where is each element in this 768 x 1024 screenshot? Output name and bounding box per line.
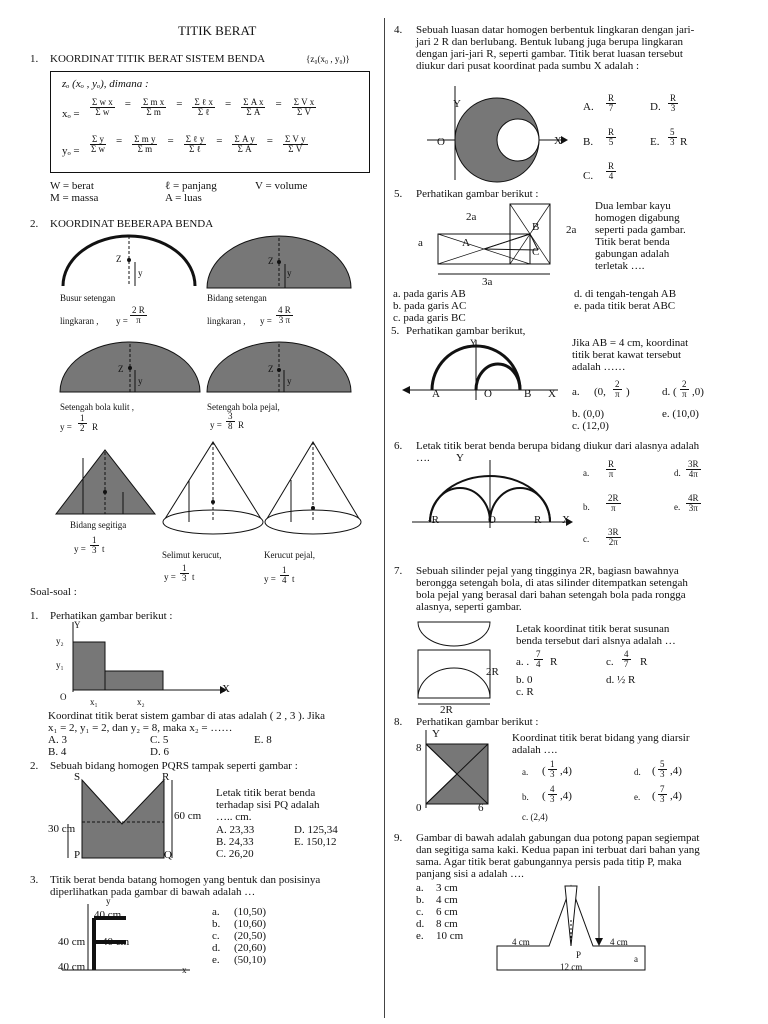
q8-label-8: 8 (416, 742, 422, 754)
fx-term: $\frac{\text{Σ V x}}{\text{Σ V}}$ (293, 97, 315, 118)
q2-opt-c[interactable]: C. 26,20 (216, 848, 254, 860)
fx-term: $\frac{\text{Σ ℓ x}}{\text{Σ ℓ}}$ (194, 97, 213, 118)
q8-opt-e-frac: $\frac{7}{3}$ (660, 784, 665, 805)
cone-surface-formula-y: y = (164, 572, 176, 582)
q2-label-30cm: 30 cm (48, 823, 76, 835)
q2-opt-a[interactable]: A. 23,33 (216, 824, 255, 836)
q7-opt-c-label[interactable]: c. (606, 656, 614, 668)
q2-text: Sebuah bidang homogen PQRS tampak seperti gambar : (50, 760, 298, 772)
q9-text-3: sama. Agar titik berat gabungannya persis pada titip P, maka (416, 856, 682, 868)
q2-label-q: Q (164, 849, 172, 861)
section-1-heading: KOORDINAT TITIK BERAT SISTEM BENDA (50, 53, 266, 65)
q2-opt-b[interactable]: B. 24,33 (216, 836, 254, 848)
q6-opt-d-label[interactable]: d. (674, 468, 681, 478)
q6-axis-x: X (562, 514, 570, 526)
cone-surface-formula: $\frac{1}{3}$ (182, 563, 187, 584)
q6-opt-c[interactable]: $\frac{3R}{2\pi}$ (608, 527, 619, 548)
q4-text-3: dengan jari-jari R, seperti gambar. Titik berat luasan tersebut (416, 48, 683, 60)
q1-origin: O (60, 692, 67, 702)
q8-figure (410, 728, 500, 810)
q3-opt-c-label[interactable]: c. (212, 930, 220, 942)
q3-label-40-bottom: 40 cm (58, 961, 86, 973)
q9-opt-e[interactable]: 10 cm (436, 930, 464, 942)
q5b-opt-d-close: ,0) (692, 386, 704, 398)
q9-opt-c[interactable]: 6 cm (436, 906, 458, 918)
q1-axis-y: Y (74, 620, 81, 630)
q5-text: Perhatikan gambar berikut : (416, 188, 539, 200)
q8-origin: 0 (416, 802, 422, 814)
q7-opt-c-frac[interactable]: $\frac{4}{7}$ (624, 649, 629, 670)
q6-label-minus-r: -R (428, 514, 439, 526)
q5b-opt-d-frac: $\frac{2}{\pi}$ (681, 379, 687, 400)
q3-opt-d-label[interactable]: d. (212, 942, 221, 954)
q7-text-4: alasnya, seperti gambar. (416, 601, 522, 613)
q5b-opt-e[interactable]: e. (10,0) (662, 408, 699, 420)
q7-opt-c-r: R (640, 656, 648, 668)
q3-label-40-top: 40 cm (94, 909, 122, 921)
q1-opt-a[interactable]: A. 3 (48, 734, 67, 746)
q5-desc-4: Titik berat benda (595, 236, 670, 248)
label-y: y (138, 376, 143, 386)
q1-opt-b[interactable]: B. 4 (48, 746, 67, 758)
q8-label-6: 6 (478, 802, 484, 814)
triangle-formula-t: t (102, 544, 105, 554)
arc-caption: Busur setengan (60, 293, 116, 303)
formula-y-label: yₒ = (62, 145, 80, 157)
solid-cone-formula-t: t (292, 574, 295, 584)
q5b-axis-x: X (548, 388, 556, 400)
q5b-desc-3: adalah …… (572, 361, 626, 373)
q8-opt-d-suffix: ,4) (670, 765, 682, 777)
solid-hemi-formula-r: R (238, 420, 245, 430)
q7-text: Sebuah silinder pejal yang tingginya 2R, bagiasn bawahnya (416, 565, 679, 577)
q4-opt-a-label[interactable]: A. (583, 101, 594, 113)
q3-opt-a[interactable]: (10,50) (234, 906, 267, 918)
q3-label-40-mid: 40 cm (102, 936, 130, 948)
q8-opt-e-label[interactable]: e. (634, 792, 641, 802)
q8-opt-a-suffix: ,4) (560, 765, 572, 777)
q3-opt-a-label[interactable]: a. (212, 906, 220, 918)
q4-figure (425, 84, 575, 184)
q2-opt-e[interactable]: E. 150,12 (294, 836, 337, 848)
q8-opt-a[interactable]: ( (542, 765, 546, 777)
q3-label-40-left: 40 cm (58, 936, 86, 948)
semicircle-area-formula: $\frac{4 R}{3 \pi}$ (278, 305, 291, 326)
q3-opt-c[interactable]: (20,50) (234, 930, 267, 942)
q9-opt-d[interactable]: 8 cm (436, 918, 458, 930)
q7-opt-b[interactable]: b. 0 (516, 674, 533, 686)
q5-opt-b[interactable]: b. pada garis AC (393, 300, 467, 312)
q5b-axis-y: Y (470, 338, 477, 348)
q4-opt-e-label[interactable]: E. (650, 136, 660, 148)
q3-text-2: diperlihatkan pada gambar di bawah adalah … (50, 886, 256, 898)
q5-figure (418, 200, 578, 290)
q5-desc-5: gabungan adalah (595, 248, 670, 260)
q5b-point-a: A (432, 388, 440, 400)
triangle-formula: $\frac{1}{3}$ (92, 535, 97, 556)
q1-axis-x: X (222, 683, 230, 695)
q9-text-4: panjang sisi a adalah …. (416, 868, 524, 880)
q5b-desc-2: titik berat kawat tersebut (572, 349, 682, 361)
q6-axis-y: Y (456, 452, 464, 464)
q7-label-width: 2R (440, 704, 453, 716)
q5-point-b: B (532, 221, 540, 233)
q5b-opt-a-frac: $\frac{2}{\pi}$ (614, 379, 620, 400)
q9-opt-b-label[interactable]: b. (416, 894, 425, 906)
q1-body-2: x₁ = 2, y₁ = 2, dan y₂ = 8, maka x₂ = …… (48, 722, 233, 734)
q3-opt-b-label[interactable]: b. (212, 918, 221, 930)
q9-point-p: P (576, 950, 582, 960)
solid-hemisphere-caption: Setengah bola pejal, (207, 402, 280, 412)
q4-opt-a[interactable]: $\frac{R}{7}$ (608, 93, 615, 114)
q4-opt-e[interactable]: $\frac{5}{3}$ (670, 127, 675, 148)
fy-term: $\frac{\text{Σ V y}}{\text{Σ V}}$ (284, 134, 306, 155)
q6-opt-a-label[interactable]: a. (583, 468, 590, 478)
fy-term: $\frac{\text{Σ m y}}{\text{Σ m}}$ (134, 134, 156, 155)
column-divider (384, 18, 385, 1018)
q4-text-2: jari 2 R dan berlubang. Bentuk lubang juga berupa lingkaran (416, 36, 683, 48)
q5-point-a: A (462, 237, 470, 249)
arc-caption-2: lingkaran , (60, 316, 99, 326)
q6-opt-b[interactable]: $\frac{2R}{\pi}$ (608, 493, 619, 514)
page-title: TITIK BERAT (178, 23, 257, 38)
q5-point-c: C (532, 246, 540, 258)
q5-number: 5. (394, 188, 403, 200)
q7-opt-a-frac[interactable]: $\frac{7}{4}$ (536, 649, 541, 670)
q6-text-2: …. (416, 452, 430, 464)
q5b-opt-c[interactable]: c. (12,0) (572, 420, 609, 432)
triangle-caption: Bidang segitiga (70, 520, 127, 530)
q7-text-2: berongga setengah bola, di atas silinder ditempatkan setengah (416, 577, 688, 589)
q9-opt-e-label[interactable]: e. (416, 930, 424, 942)
q4-axis-y: Y (453, 98, 461, 110)
q5-opt-e[interactable]: e. pada titik berat ABC (574, 300, 676, 312)
q8-desc-2: adalah …. (512, 744, 558, 756)
q7-opt-a-r: R (550, 656, 558, 668)
q9-opt-b[interactable]: 4 cm (436, 894, 458, 906)
label-z: Z (268, 364, 274, 374)
q3-opt-b[interactable]: (10,60) (234, 918, 267, 930)
q6-number: 6. (394, 440, 403, 452)
q9-label-4cm-left: 4 cm (512, 937, 530, 947)
fx-term: $\frac{\text{Σ m x}}{\text{Σ m}}$ (142, 97, 165, 118)
fy-term: $\frac{\text{Σ ℓ y}}{\text{Σ ℓ}}$ (185, 134, 205, 155)
q4-opt-d[interactable]: $\frac{R}{3}$ (670, 93, 677, 114)
soal-heading: Soal-soal : (30, 586, 77, 598)
q6-opt-e[interactable]: $\frac{4R}{3\pi}$ (688, 493, 699, 514)
q9-opt-c-label[interactable]: c. (416, 906, 424, 918)
q8-opt-d-frac: $\frac{5}{3}$ (660, 759, 665, 780)
q7-number: 7. (394, 565, 403, 577)
label-z: Z (118, 364, 124, 374)
q7-figure (410, 616, 500, 711)
q5b-number: 5. (391, 325, 400, 337)
q7-text-3: bola pejal yang berasal dari bahan setengah bola pada rongga (416, 589, 686, 601)
solid-cone-formula-y: y = (264, 574, 276, 584)
semicircle-formula-y: y = (260, 316, 272, 326)
q5b-opt-d[interactable]: d. ( (662, 386, 677, 398)
q4-opt-d-label[interactable]: D. (650, 101, 661, 113)
formula-line1: zₒ (xₒ , yₒ), dimana : (62, 78, 149, 90)
q5-desc: Dua lembar kayu (595, 200, 671, 212)
hemisphere-shell-caption: Setengah bola kulit , (60, 402, 134, 412)
q8-text: Perhatikan gambar berikut : (416, 716, 539, 728)
legend-weight: W = berat (50, 180, 94, 192)
q9-opt-a-label[interactable]: a. (416, 882, 424, 894)
q3-opt-e[interactable]: (50,10) (234, 954, 267, 966)
q5-label-a: a (418, 237, 423, 249)
q9-text: Gambar di bawah adalah gabungan dua potong papan segiempat (416, 832, 700, 844)
cone-surface-formula-t: t (192, 572, 195, 582)
legend-length: ℓ = panjang (165, 180, 217, 192)
label-y: y (287, 268, 292, 278)
q5b-opt-a-label[interactable]: a. (572, 386, 580, 398)
formula-x-label: xₒ = (62, 108, 80, 120)
q5b-opt-a[interactable]: (0, (594, 386, 606, 398)
q6-opt-b-label[interactable]: b. (583, 502, 590, 512)
section-2-number: 2. (30, 218, 39, 230)
q8-opt-c[interactable]: c. (2,4) (522, 812, 548, 822)
q6-label-r: R (534, 514, 542, 526)
solid-hemi-formula: $\frac{3}{8}$ (228, 411, 233, 432)
q8-opt-a-label[interactable]: a. (522, 767, 529, 777)
q4-opt-e-suffix: R (680, 136, 688, 148)
q5b-text: Perhatikan gambar berikut, (406, 325, 526, 337)
q9-text-2: dan segitiga sama kaki. Kedua papan ini terbuat dari bahan yang (416, 844, 700, 856)
q8-opt-b-suffix: ,4) (560, 790, 572, 802)
q4-number: 4. (394, 24, 403, 36)
q4-opt-c[interactable]: $\frac{R}{4}$ (608, 161, 615, 182)
q1-number: 1. (30, 610, 39, 622)
label-y: y (138, 268, 143, 278)
formula-y-terms: $\frac{\text{Σ y}}{\text{Σ w}}$ = $\frac{\text{Σ m y}}{\text{Σ m}}$ = $\frac{\text{Σ ℓ y}}{\text{Σ ℓ}}$ = $\frac{\text{Σ A y}}{\text{Σ A}}$ = $\frac{\text{Σ V y}}{\text{Σ V}}$ (91, 134, 306, 155)
legend-volume: V = volume (255, 180, 308, 192)
q4-text: Sebuah luasan datar homogen berbentuk lingkaran dengan jari- (416, 24, 695, 36)
section-2-heading: KOORDINAT BEBERAPA BENDA (50, 218, 214, 230)
q3-axis-y: y (106, 896, 111, 906)
fx-term: $\frac{\text{Σ A x}}{\text{Σ A}}$ (243, 97, 264, 118)
q5-desc-6: terletak …. (595, 260, 645, 272)
solid-cone-formula: $\frac{1}{4}$ (282, 565, 287, 586)
q5b-point-b: B (524, 388, 532, 400)
q8-number: 8. (394, 716, 403, 728)
q2-desc: Letak titik berat benda (216, 787, 316, 799)
q8-axis-y: Y (432, 728, 440, 740)
label-z: Z (116, 254, 122, 264)
q7-opt-d[interactable]: d. ½ R (606, 674, 636, 686)
shell-formula: $\frac{1}{2}$ (80, 413, 85, 434)
q9-opt-d-label[interactable]: d. (416, 918, 425, 930)
solid-cone-caption: Kerucut pejal, (264, 550, 315, 560)
q1-opt-c[interactable]: C. 5 (150, 734, 169, 746)
fy-term: $\frac{\text{Σ A y}}{\text{Σ A}}$ (234, 134, 255, 155)
cone-surface-caption: Selimut kerucut, (162, 550, 222, 560)
shell-formula-y: y = (60, 422, 72, 432)
semicircle-area-caption: Bidang setengan (207, 293, 267, 303)
q5b-opt-b[interactable]: b. (0,0) (572, 408, 605, 420)
q2-opt-d[interactable]: D. 125,34 (294, 824, 338, 836)
q5-label-2a-top: 2a (466, 211, 477, 223)
q5-label-3a: 3a (482, 276, 493, 288)
q6-text: Letak titik berat benda berupa bidang diukur dari alasnya adalah (416, 440, 700, 452)
q5-opt-c[interactable]: c. pada garis BC (393, 312, 466, 324)
q5b-desc: Jika AB = 4 cm, koordinat (572, 337, 689, 349)
q2-label-r: R (162, 771, 170, 783)
q8-opt-e[interactable]: ( (652, 790, 656, 802)
q3-opt-d[interactable]: (20,60) (234, 942, 267, 954)
q8-opt-e-suffix: ,4) (670, 790, 682, 802)
q8-opt-b-frac: $\frac{4}{3}$ (550, 784, 555, 805)
q9-label-12cm: 12 cm (560, 962, 583, 972)
q2-number: 2. (30, 760, 39, 772)
legend-area: A = luas (165, 192, 202, 204)
shell-formula-r: R (92, 422, 99, 432)
q7-label-height: 2R (486, 666, 499, 678)
q1-y1: y₁ (56, 660, 64, 670)
q5-desc-2: homogen digabung (595, 212, 680, 224)
q3-number: 3. (30, 874, 39, 886)
q8-opt-d[interactable]: ( (652, 765, 656, 777)
arc-formula: $\frac{2 R}{\pi}$ (132, 305, 145, 326)
q4-origin: O (437, 136, 445, 148)
q3-text: Titik berat benda batang homogen yang bentuk dan posisinya (50, 874, 321, 886)
q4-axis-x: X (554, 135, 562, 147)
q9-label-4cm-right: 4 cm (610, 937, 628, 947)
q1-body: Koordinat titik berat sistem gambar di atas adalah ( 2 , 3 ). Jika (48, 710, 326, 722)
fx-term: $\frac{\text{Σ w x}}{\text{Σ w}}$ (92, 97, 113, 118)
semicircle-area-caption-2: lingkaran , (207, 316, 246, 326)
q8-opt-a-frac: $\frac{1}{3}$ (550, 759, 555, 780)
q4-opt-b-label[interactable]: B. (583, 136, 594, 148)
arc-formula-y: y = (116, 316, 128, 326)
q7-opt-a-label[interactable]: a. . (516, 656, 530, 668)
q2-desc-3: ….. cm. (216, 811, 252, 823)
q7-opt-c[interactable]: c. R (516, 686, 534, 698)
q6-opt-e-label[interactable]: e. (674, 502, 681, 512)
q3-axis-x: x (182, 965, 187, 975)
q8-opt-b-label[interactable]: b. (522, 792, 529, 802)
section-1-coord: {z₀(x₀ , y₀)} (306, 54, 350, 64)
section-1-number: 1. (30, 53, 39, 65)
q6-opt-c-label[interactable]: c. (583, 534, 590, 544)
q1-figure (55, 620, 235, 700)
q8-opt-d-label[interactable]: d. (634, 767, 641, 777)
triangle-formula-y: y = (74, 544, 86, 554)
formula-x-terms: $\frac{\text{Σ w x}}{\text{Σ w}}$ = $\frac{\text{Σ m x}}{\text{Σ m}}$ = $\frac{\text{Σ ℓ x}}{\text{Σ ℓ}}$ = $\frac{\text{Σ A x}}{\text{Σ A}}$ = $\frac{\text{Σ V x}}{\text{Σ V}}$ (92, 97, 315, 118)
q5-opt-d[interactable]: d. di tengah-tengah AB (574, 288, 677, 300)
q1-text: Perhatikan gambar berikut : (50, 610, 173, 622)
q6-opt-d[interactable]: $\frac{3R}{4\pi}$ (688, 459, 699, 480)
q2-label-60cm: 60 cm (174, 810, 202, 822)
q1-x1: x₁ (90, 697, 98, 707)
label-y: y (287, 376, 292, 386)
q1-x2: x₂ (137, 697, 145, 707)
q9-opt-a[interactable]: 3 cm (436, 882, 458, 894)
q2-label-s: S (74, 771, 81, 783)
q2-desc-2: terhadap sisi PQ adalah (216, 799, 320, 811)
q6-opt-a[interactable]: $\frac{R}{\pi}$ (608, 459, 615, 480)
q1-y2: y₂ (56, 636, 64, 646)
q5b-point-o: O (484, 388, 492, 400)
q5-opt-a[interactable]: a. pada garis AB (393, 288, 466, 300)
q8-opt-b[interactable]: ( (542, 790, 546, 802)
q4-text-4: diukur dari pusat koordinat pada sumbu X adalah : (416, 60, 640, 72)
q9-label-a: a (634, 954, 638, 964)
q1-opt-e[interactable]: E. 8 (254, 734, 272, 746)
q8-desc: Koordinat titik berat bidang yang diarsir (512, 732, 690, 744)
q6-origin: O (488, 514, 496, 526)
q5-label-2a-right: 2a (566, 224, 577, 236)
label-z: Z (268, 256, 274, 266)
q4-opt-b[interactable]: $\frac{R}{5}$ (608, 127, 615, 148)
q9-number: 9. (394, 832, 403, 844)
q4-opt-c-label[interactable]: C. (583, 170, 594, 182)
q9-figure (495, 880, 655, 975)
fy-term: $\frac{\text{Σ y}}{\text{Σ w}}$ (91, 134, 105, 155)
q1-opt-d[interactable]: D. 6 (150, 746, 169, 758)
q5b-opt-a-close: ) (626, 386, 630, 398)
solid-hemi-formula-y: y = (210, 420, 222, 430)
q7-desc-2: benda tersebut dari alsnya adalah … (516, 635, 676, 647)
q3-opt-e-label[interactable]: e. (212, 954, 220, 966)
q2-label-p: P (74, 849, 81, 861)
q5-desc-3: seperti pada gambar. (595, 224, 686, 236)
q7-desc: Letak koordinat titik berat susunan (516, 623, 670, 635)
legend-mass: M = massa (50, 192, 99, 204)
